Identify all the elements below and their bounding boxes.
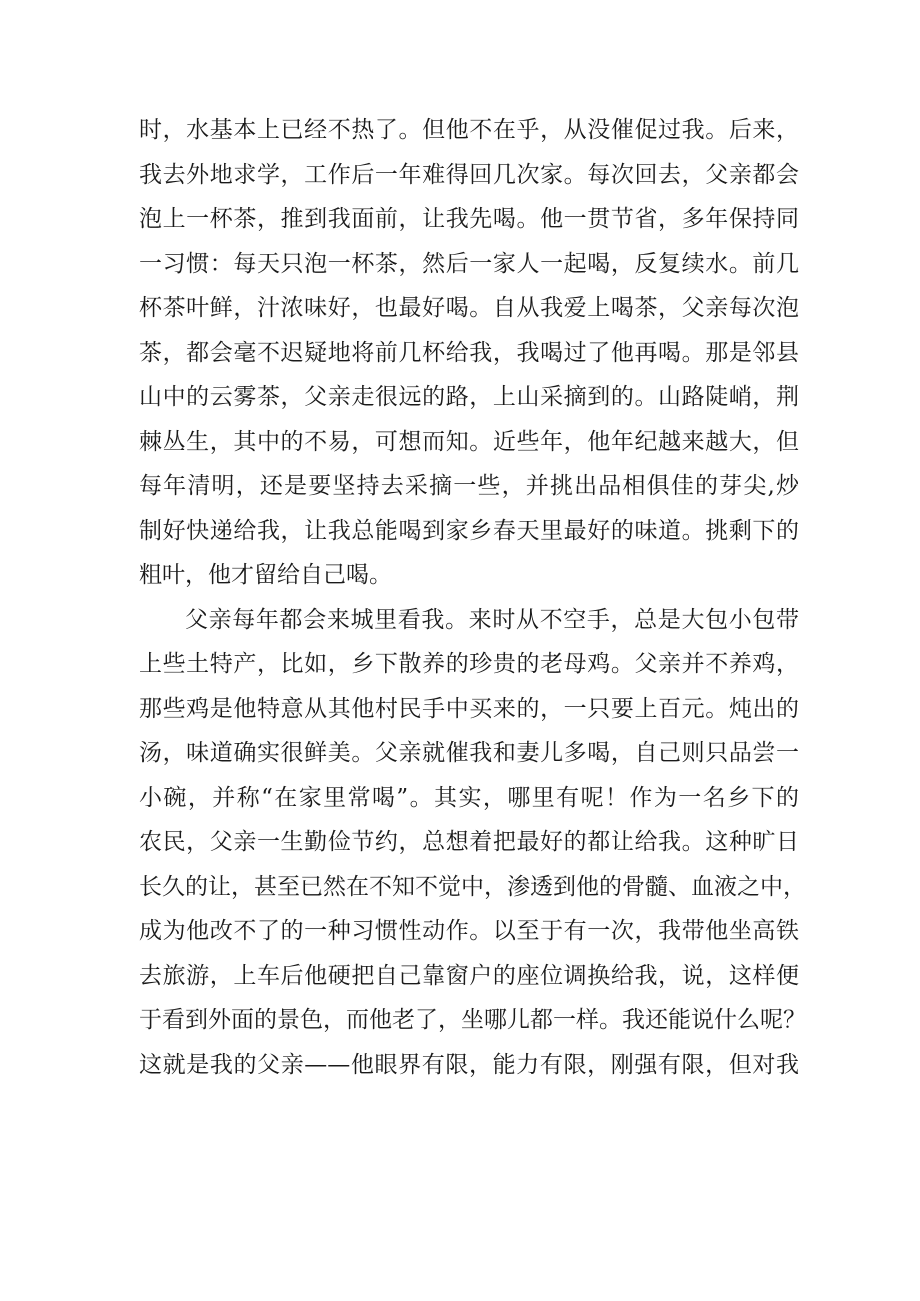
text-line: 小碗，并称“在家里常喝”。其实，哪里有呢！作为一名乡下的 xyxy=(139,784,799,811)
text-line: 于看到外面的景色，而他老了，坐哪儿都一样。我还能说什么呢？ xyxy=(139,1007,806,1033)
text-line: 棘丛生，其中的不易，可想而知。近些年，他年纪越来越大，但 xyxy=(139,428,799,455)
text-line: 那些鸡是他特意从其他村民手中买来的，一只要上百元。炖出的 xyxy=(139,695,799,722)
text-line: 每年清明，还是要坚持去采摘一些，并挑出品相俱佳的芽尖,炒 xyxy=(139,473,799,499)
text-line: 泡上一杯茶，推到我面前，让我先喝。他一贯节省，多年保持同 xyxy=(139,206,799,232)
text-line: 上些土特产，比如，乡下散养的珍贵的老母鸡。父亲并不养鸡， xyxy=(139,651,799,677)
paragraph-1 xyxy=(139,108,799,598)
text-line: 一习惯：每天只泡一杯茶，然后一家人一起喝，反复续水。前几 xyxy=(139,250,799,277)
text-line: 时，水基本上已经不热了。但他不在乎，从没催促过我。后来， xyxy=(139,117,799,143)
text-line: 粗叶，他才留给自己喝。 xyxy=(139,562,392,588)
article-body xyxy=(139,108,806,1087)
text-line: 农民，父亲一生勤俭节约，总想着把最好的都让给我。这种旷日 xyxy=(139,829,799,855)
text-line: 茶，都会毫不迟疑地将前几杯给我，我喝过了他再喝。那是邻县 xyxy=(139,339,799,366)
text-line: 制好快递给我，让我总能喝到家乡春天里最好的味道。挑剩下的 xyxy=(139,517,799,544)
text-line: 这就是我的父亲——他眼界有限，能力有限，刚强有限，但对我 xyxy=(139,1051,799,1078)
text-line: 汤，味道确实很鲜美。父亲就催我和妻儿多喝，自己则只品尝一 xyxy=(139,740,799,766)
text-line: 父亲每年都会来城里看我。来时从不空手，总是大包小包带 xyxy=(185,606,799,633)
text-line: 去旅游，上车后他硬把自己靠窗户的座位调换给我，说，这样便 xyxy=(139,962,799,989)
paragraph-2 xyxy=(139,598,806,1088)
text-line: 我去外地求学，工作后一年难得回几次家。每次回去，父亲都会 xyxy=(139,161,799,188)
text-line: 长久的让，甚至已然在不知不觉中，渗透到他的骨髓、血液之中， xyxy=(139,873,806,900)
text-line: 成为他改不了的一种习惯性动作。以至于有一次，我带他坐高铁 xyxy=(139,918,799,944)
text-line: 杯茶叶鲜，汁浓味好，也最好喝。自从我爱上喝茶，父亲每次泡 xyxy=(139,295,799,321)
text-line: 山中的云雾茶，父亲走很远的路，上山采摘到的。山路陡峭，荆 xyxy=(139,384,799,410)
